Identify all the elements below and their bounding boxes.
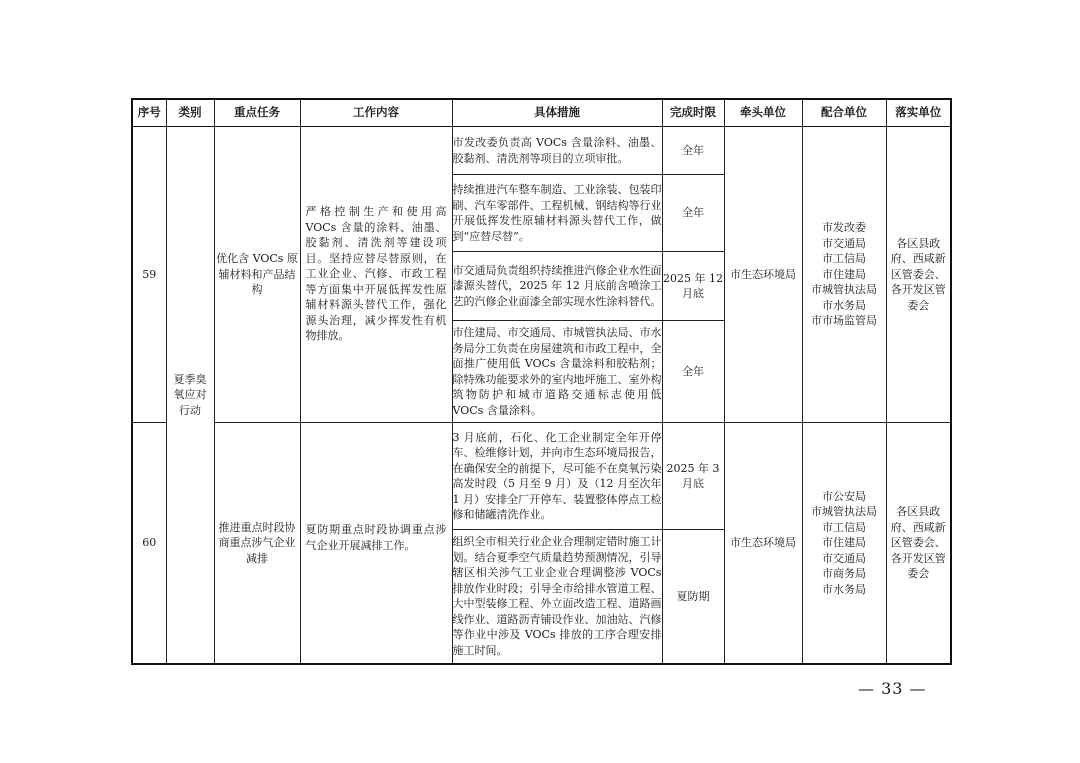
deadline-cell: 全年 (662, 127, 724, 175)
impl-unit-cell: 各区县政府、西咸新区管委会、各开发区管委会 (886, 423, 951, 664)
measure-cell: 持续推进汽车整车制造、工业涂装、包装印刷、汽车零部件、工程机械、钢结构等行业开展低挥发性原辅材料源头替代工作，做到“应替尽替”。 (452, 175, 662, 252)
deadline-cell: 2025 年 12 月底 (662, 252, 724, 321)
header-coop: 配合单位 (802, 99, 886, 127)
task-cell: 优化含 VOCs 原辅材料和产品结构 (214, 127, 300, 423)
deadline-cell: 2025 年 3 月底 (662, 423, 724, 530)
measure-cell: 市住建局、市交通局、市城管执法局、市水务局分工负责在房屋建筑和市政工程中，全面推广使用低 VOCs 含量涂料和胶粘剂；除特殊功能要求外的室内地坪施工、室外构筑物防护和城市道路交通标志使用低 VOCs 含量涂料。 (452, 321, 662, 423)
impl-unit-cell: 各区县政府、西咸新区管委会、各开发区管委会 (886, 127, 951, 423)
table-row (132, 423, 951, 530)
content-cell: 严格控制生产和使用高 VOCs 含量的涂料、油墨、胶黏剂、清洗剂等建设项目。坚持应替尽替原则，在工业企业、汽修、市政工程等方面集中开展低挥发性原辅材料源头替代工作，强化源头治理，减少挥发性有机物排放。 (300, 127, 452, 423)
content-cell: 夏防期重点时段协调重点涉气企业开展减排工作。 (300, 423, 452, 664)
header-no: 序号 (132, 99, 166, 127)
table-header-row (132, 99, 951, 127)
task-cell: 推进重点时段协商重点涉气企业减排 (214, 423, 300, 664)
measures-table (131, 98, 952, 665)
measure-cell: 市发改委负责高 VOCs 含量涂料、油墨、胶黏剂、清洗剂等项目的立项审批。 (452, 127, 662, 175)
header-time: 完成时限 (662, 99, 724, 127)
deadline-cell: 全年 (662, 321, 724, 423)
coop-unit-cell: 市公安局 市城管执法局 市工信局 市住建局 市交通局 市商务局 市水务局 (802, 423, 886, 664)
deadline-cell: 夏防期 (662, 530, 724, 664)
page-number: — 33 — (858, 679, 927, 698)
table-row (132, 127, 951, 175)
deadline-cell: 全年 (662, 175, 724, 252)
header-content: 工作内容 (300, 99, 452, 127)
header-task: 重点任务 (214, 99, 300, 127)
measure-cell: 3 月底前，石化、化工企业制定全年开停车、检维修计划，并向市生态环境局报告，在确保安全的前提下，尽可能不在臭氧污染高发时段（5 月至 9 月）及（12 月至次年 1 月）安排全厂开停车、装置整体停点工检修和储罐清洗作业。 (452, 423, 662, 530)
header-lead: 牵头单位 (724, 99, 802, 127)
row-number: 60 (132, 423, 166, 664)
coop-unit-cell: 市发改委 市交通局 市工信局 市住建局 市城管执法局 市水务局 市市场监管局 (802, 127, 886, 423)
category-cell: 夏季臭氧应对行动 (166, 127, 214, 664)
measure-cell: 组织全市相关行业企业合理制定错时施工计划。结合夏季空气质量趋势预测情况，引导辖区相关涉气工业企业合理调整涉 VOCs 排放作业时段；引导全市给排水管道工程、大中型装修工程、外立面改造工程、道路画线作业、道路沥青铺设作业、加油站、汽修等作业中涉及 VOCs 排放的工序合理安排施工时间。 (452, 530, 662, 664)
lead-unit-cell: 市生态环境局 (724, 127, 802, 423)
row-number: 59 (132, 127, 166, 423)
header-measures: 具体措施 (452, 99, 662, 127)
header-category: 类别 (166, 99, 214, 127)
lead-unit-cell: 市生态环境局 (724, 423, 802, 664)
measure-cell: 市交通局负责组织持续推进汽修企业水性面漆源头替代，2025 年 12 月底前含喷涂工艺的汽修企业面漆全部实现水性涂料替代。 (452, 252, 662, 321)
header-impl: 落实单位 (886, 99, 951, 127)
